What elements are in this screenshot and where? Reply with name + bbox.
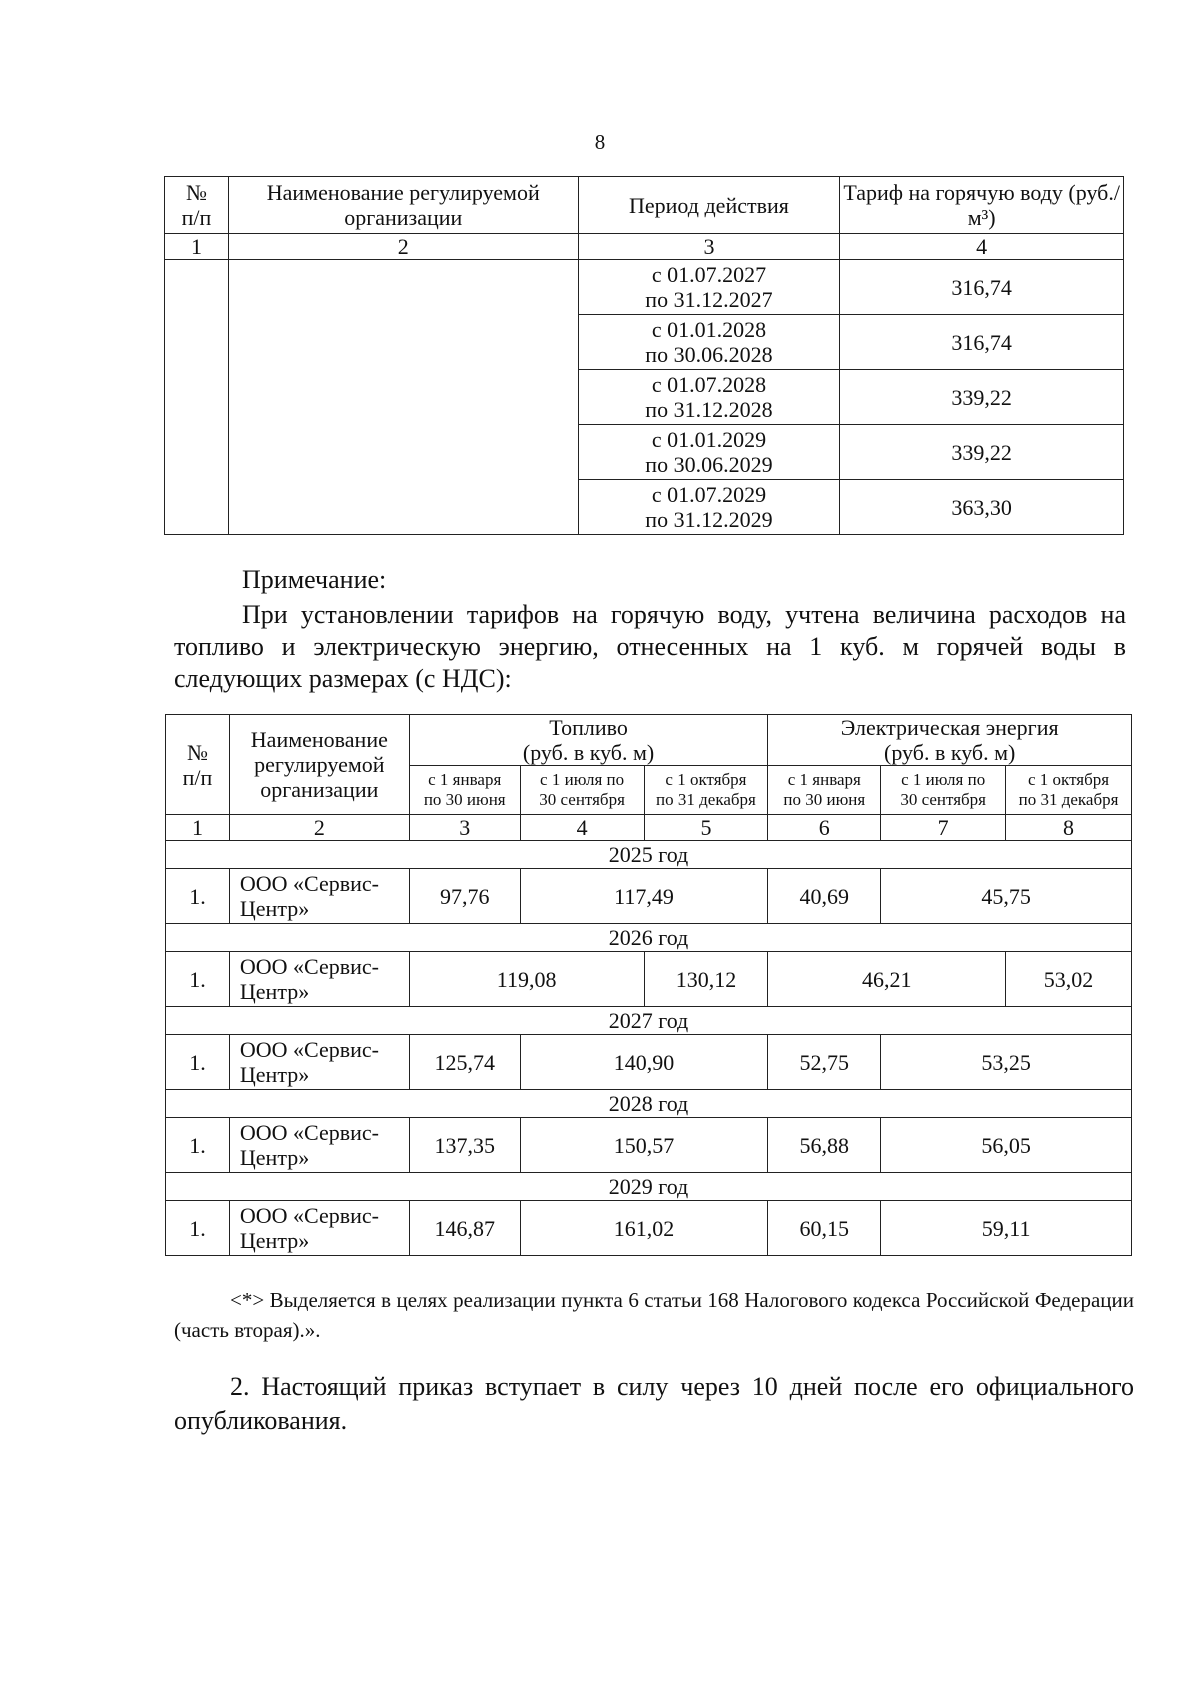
period-header: с 1 октября по 31 декабря	[644, 766, 768, 815]
period-from: с 01.07.2028	[651, 372, 767, 397]
period-cell	[578, 260, 840, 315]
row-number: 1.	[166, 952, 230, 1007]
organization-name: ООО «Сервис-Центр»	[229, 869, 409, 924]
period-from: с 01.01.2029	[651, 427, 767, 452]
column-number: 3	[578, 234, 840, 260]
empty-number-cell	[165, 260, 229, 535]
period-header: с 1 июля по 30 сентября	[520, 766, 644, 815]
tariff-cell: 339,22	[840, 370, 1124, 425]
header-organization: Наименование регулируемой организации	[229, 715, 409, 815]
period-from: с 01.01.2028	[651, 317, 767, 342]
column-number: 3	[409, 815, 520, 841]
period-from: с 01.07.2027	[651, 262, 767, 287]
year-row: 2027 год	[166, 1007, 1132, 1035]
period-to: по 31.12.2027	[645, 287, 773, 312]
year-row: 2029 год	[166, 1173, 1132, 1201]
column-number: 6	[768, 815, 881, 841]
column-number: 1	[165, 234, 229, 260]
hot-water-tariff-table	[164, 176, 1124, 535]
header-electricity: Электрическая энергия (руб. в куб. м)	[768, 715, 1132, 766]
period-cell	[578, 370, 840, 425]
row-number: 1.	[166, 1118, 230, 1173]
electricity-value: 53,02	[1006, 952, 1132, 1007]
organization-name: ООО «Сервис-Центр»	[229, 1201, 409, 1256]
row-number: 1.	[166, 869, 230, 924]
tariff-cell: 316,74	[840, 315, 1124, 370]
empty-organization-cell	[228, 260, 578, 535]
period-header: с 1 января по 30 июня	[768, 766, 881, 815]
row-number: 1.	[166, 1201, 230, 1256]
header-fuel: Топливо (руб. в куб. м)	[409, 715, 768, 766]
column-number: 4	[520, 815, 644, 841]
year-row: 2028 год	[166, 1090, 1132, 1118]
period-header: с 1 октября по 31 декабря	[1006, 766, 1132, 815]
header-number: № п/п	[165, 177, 229, 234]
electricity-value: 52,75	[768, 1035, 881, 1090]
header-period: Период действия	[578, 177, 840, 234]
header-number: № п/п	[166, 715, 230, 815]
electricity-value: 40,69	[768, 869, 881, 924]
period-cell	[578, 425, 840, 480]
fuel-value: 97,76	[409, 869, 520, 924]
fuel-value: 125,74	[409, 1035, 520, 1090]
electricity-value: 46,21	[768, 952, 1006, 1007]
electricity-value: 56,05	[881, 1118, 1132, 1173]
period-to: по 30.06.2028	[645, 342, 773, 367]
column-number: 7	[881, 815, 1006, 841]
page-number: 8	[594, 130, 606, 154]
electricity-value: 45,75	[881, 869, 1132, 924]
organization-name: ООО «Сервис-Центр»	[229, 1118, 409, 1173]
electricity-value: 56,88	[768, 1118, 881, 1173]
period-header: с 1 июля по 30 сентября	[881, 766, 1006, 815]
footnote: <*> Выделяется в целях реализации пункта 6 статьи 168 Налогового кодекса Российской Федерации (часть вторая).».	[174, 1288, 1134, 1342]
fuel-value: 161,02	[520, 1201, 768, 1256]
column-number: 2	[228, 234, 578, 260]
year-row: 2026 год	[166, 924, 1132, 952]
column-number: 5	[644, 815, 768, 841]
tariff-cell: 363,30	[840, 480, 1124, 535]
period-header: с 1 января по 30 июня	[409, 766, 520, 815]
fuel-value: 146,87	[409, 1201, 520, 1256]
year-row: 2025 год	[166, 841, 1132, 869]
period-to: по 31.12.2028	[645, 397, 773, 422]
fuel-value: 137,35	[409, 1118, 520, 1173]
electricity-value: 53,25	[881, 1035, 1132, 1090]
organization-name: ООО «Сервис-Центр»	[229, 1035, 409, 1090]
fuel-value: 117,49	[520, 869, 768, 924]
electricity-value: 60,15	[768, 1201, 881, 1256]
period-cell	[578, 480, 840, 535]
row-number: 1.	[166, 1035, 230, 1090]
fuel-value: 140,90	[520, 1035, 768, 1090]
electricity-value: 59,11	[881, 1201, 1132, 1256]
period-cell	[578, 315, 840, 370]
tariff-cell: 339,22	[840, 425, 1124, 480]
period-from: с 01.07.2029	[651, 482, 767, 507]
column-number: 2	[229, 815, 409, 841]
fuel-value: 119,08	[409, 952, 644, 1007]
organization-name: ООО «Сервис-Центр»	[229, 952, 409, 1007]
header-organization: Наименование регулируемой организации	[228, 177, 578, 234]
column-number: 8	[1006, 815, 1132, 841]
fuel-electricity-cost-table	[165, 714, 1132, 1256]
tariff-cell: 316,74	[840, 260, 1124, 315]
period-to: по 30.06.2029	[645, 452, 773, 477]
note-text: При установлении тарифов на горячую воду, учтена величина расходов на топливо и электрическую энергию, отнесенных на 1 куб. м горячей воды в следующих размерах (с НДС):	[174, 600, 1126, 693]
note-heading: Примечание:	[242, 565, 387, 594]
column-number: 1	[166, 815, 230, 841]
column-number: 4	[840, 234, 1124, 260]
fuel-value: 130,12	[644, 952, 768, 1007]
header-tariff: Тариф на горячую воду (руб./м³)	[840, 177, 1124, 234]
clause-2: 2. Настоящий приказ вступает в силу через 10 дней после его официального опубликования.	[174, 1372, 1134, 1435]
fuel-value: 150,57	[520, 1118, 768, 1173]
period-to: по 31.12.2029	[645, 507, 773, 532]
